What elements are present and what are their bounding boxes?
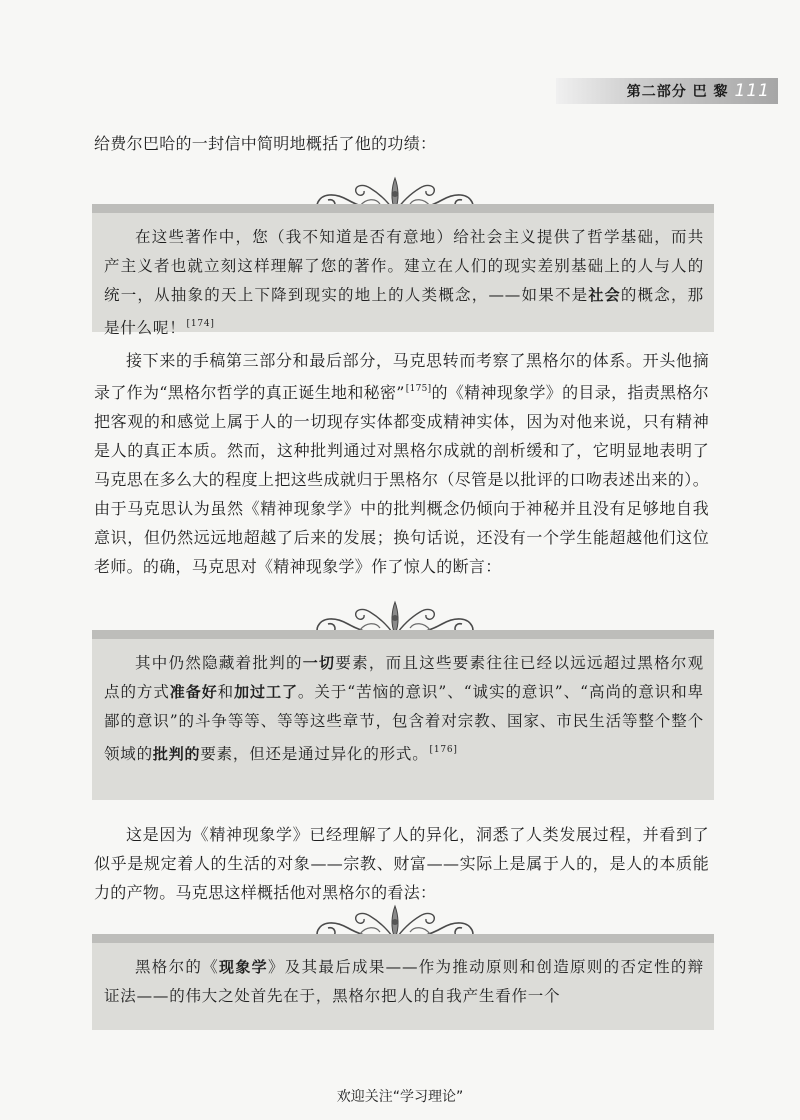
quote-text-2: 其中仍然隐藏着批判的一切要素，而且这些要素往往已经以远远超过黑格尔观点的方式准备好和加过工了。关于“苦恼的意识”、“诚实的意识”、“高尚的意识和卑鄙的意识”的斗争等等、等等这些章节，包含着对宗教、国家、市民生活等整个整个领域的批判的要素，但还是通过异化的形式。[176] bbox=[104, 654, 704, 763]
body-paragraph-2: 接下来的手稿第三部分和最后部分，马克思转而考察了黑格尔的体系。开头他摘录了作为“黑格尔哲学的真正诞生地和秘密”[175]的《精神现象学》的目录，指责黑格尔把客观的和感觉上属于人的一切现存实体都变成精神实体，因为对他来说，只有精神是人的真正本质。然而，这种批判通过对黑格尔成就的剖析缓和了，它明显地表明了马克思在多么大的程度上把这些成就归于黑格尔（尽管是以批评的口吻表述出来的）。由于马克思认为虽然《精神现象学》中的批判概念仍倾向于神秘并且没有足够地自我意识，但仍然远远地超越了后来的发展；换句话说，还没有一个学生能超越他们这位老师。的确，马克思对《精神现象学》作了惊人的断言： bbox=[94, 351, 709, 576]
footnote-ref-176: [176] bbox=[429, 745, 458, 755]
body-paragraph-3: 这是因为《精神现象学》已经理解了人的异化，洞悉了人类发展过程，并看到了似乎是规定着人的生活的对象——宗教、财富——实际上是属于人的，是人的本质能力的产物。马克思这样概括他对黑格尔的看法： bbox=[94, 825, 709, 902]
quote-box-2 bbox=[92, 630, 714, 800]
quote-text-1: 在这些著作中，您（我不知道是否有意地）给社会主义提供了哲学基础，而共产主义者也就立刻这样理解了您的著作。建立在人们的现实差别基础上的人与人的统一，从抽象的天上下降到现实的地上的人类概念，——如果不是社会的概念，那是什么呢！[174] bbox=[104, 228, 704, 337]
quote-box-1 bbox=[92, 204, 714, 337]
running-header bbox=[556, 78, 778, 104]
footnote-ref-174: [174] bbox=[186, 319, 215, 329]
footer-text: 欢迎关注“学习理论” bbox=[336, 1089, 464, 1105]
section-title: 第二部分 巴 黎 bbox=[626, 84, 729, 100]
page-number: 111 bbox=[734, 81, 770, 101]
quote-box-3 bbox=[92, 934, 714, 1030]
footnote-ref-175: [175] bbox=[405, 384, 432, 394]
intro-paragraph: 给费尔巴哈的一封信中简明地概括了他的功绩： bbox=[94, 134, 437, 153]
quote-text-3: 黑格尔的《现象学》及其最后成果——作为推动原则和创造原则的否定性的辩证法——的伟大之处首先在于，黑格尔把人的自我产生看作一个 bbox=[104, 958, 704, 1005]
